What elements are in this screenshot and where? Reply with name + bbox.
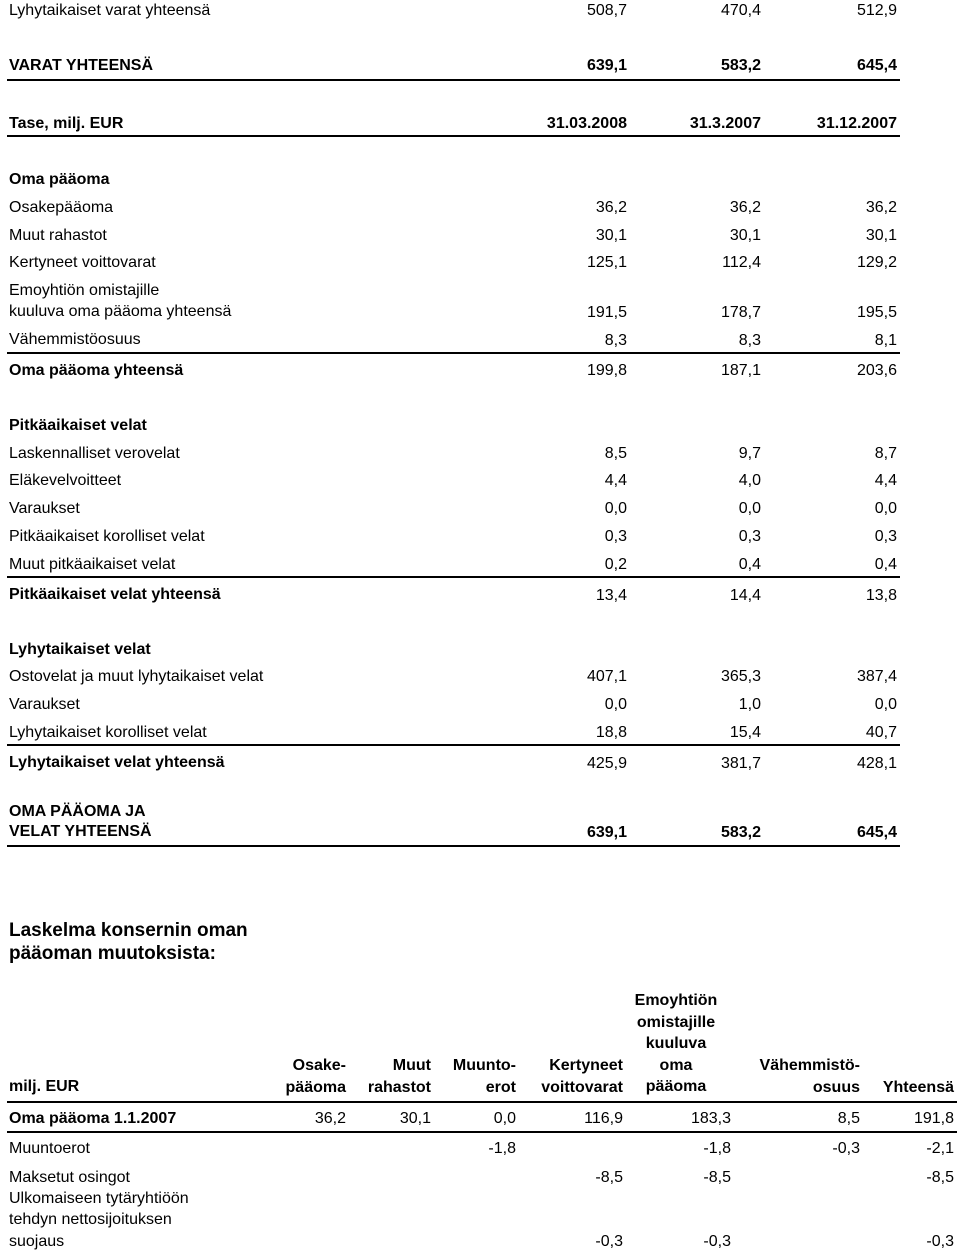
row-label-total: Oma pääoma yhteensä bbox=[9, 362, 184, 379]
cell-value: 112,4 bbox=[722, 254, 761, 271]
cell-value: 30,1 bbox=[729, 227, 761, 244]
cell-value: 203,6 bbox=[856, 362, 897, 379]
section-title: Pitkäaikaiset velat bbox=[9, 417, 147, 434]
cell-value: 40,7 bbox=[865, 724, 897, 741]
cell-value: 0,4 bbox=[738, 556, 761, 573]
cell-value: 407,1 bbox=[586, 668, 627, 685]
column-header: 31.3.2007 bbox=[689, 115, 761, 132]
cell-value: 0,4 bbox=[874, 556, 897, 573]
cell-value: 36,2 bbox=[314, 1110, 346, 1127]
cell-value: -1,8 bbox=[488, 1140, 516, 1157]
cell-value: 8,3 bbox=[604, 332, 627, 349]
cell-value: -8,5 bbox=[926, 1169, 954, 1186]
cell-value: 36,2 bbox=[865, 199, 897, 216]
row-label: Lyhytaikaiset korolliset velat bbox=[9, 724, 207, 741]
cell-value: -0,3 bbox=[926, 1233, 954, 1250]
cell-value: 0,2 bbox=[604, 556, 627, 573]
cell-value: 0,3 bbox=[738, 528, 761, 545]
cell-value: 1,0 bbox=[738, 696, 761, 713]
cell-value: 13,8 bbox=[865, 587, 897, 604]
cell-value: 36,2 bbox=[729, 199, 761, 216]
row-label: Muut rahastot bbox=[9, 227, 107, 244]
row-label: Osakepääoma bbox=[9, 199, 114, 216]
cell-value: -8,5 bbox=[595, 1169, 623, 1186]
cell-value: 36,2 bbox=[595, 199, 627, 216]
row-label-total: OMA PÄÄOMA JA bbox=[9, 803, 146, 820]
cell-value: 645,4 bbox=[856, 57, 897, 74]
cell-value: 0,0 bbox=[874, 696, 897, 713]
column-header: Yhteensä bbox=[882, 1079, 954, 1096]
row-label: Maksetut osingot bbox=[9, 1169, 130, 1186]
cell-value: 13,4 bbox=[595, 587, 627, 604]
column-header: 31.03.2008 bbox=[546, 115, 627, 132]
cell-value: 195,5 bbox=[856, 304, 897, 321]
divider bbox=[7, 1131, 957, 1133]
row-label: Varaukset bbox=[9, 500, 80, 517]
divider bbox=[7, 79, 900, 81]
cell-value: 30,1 bbox=[865, 227, 897, 244]
row-label: Oma pääoma 1.1.2007 bbox=[9, 1110, 177, 1127]
cell-value: 18,8 bbox=[595, 724, 627, 741]
cell-value: 8,7 bbox=[874, 445, 897, 462]
cell-value: 15,4 bbox=[729, 724, 761, 741]
cell-value: 14,4 bbox=[729, 587, 761, 604]
row-label: Kertyneet voittovarat bbox=[9, 254, 156, 271]
divider bbox=[7, 576, 900, 578]
cell-value: 199,8 bbox=[586, 362, 627, 379]
cell-value: 470,4 bbox=[720, 2, 761, 19]
cell-value: 0,0 bbox=[493, 1110, 516, 1127]
cell-value: 639,1 bbox=[586, 57, 627, 74]
cell-value: -0,3 bbox=[832, 1140, 860, 1157]
divider bbox=[7, 1101, 957, 1103]
row-label-total: VELAT YHTEENSÄ bbox=[9, 823, 152, 840]
cell-value: 0,3 bbox=[874, 528, 897, 545]
cell-value: 8,5 bbox=[837, 1110, 860, 1127]
cell-value: -2,1 bbox=[926, 1140, 954, 1157]
cell-value: 129,2 bbox=[856, 254, 897, 271]
cell-value: 0,0 bbox=[604, 500, 627, 517]
row-label: Pitkäaikaiset korolliset velat bbox=[9, 528, 205, 545]
cell-value: 125,1 bbox=[586, 254, 627, 271]
cell-value: 8,1 bbox=[874, 332, 897, 349]
section-title: Lyhytaikaiset velat bbox=[9, 641, 151, 658]
cell-value: 0,0 bbox=[604, 696, 627, 713]
cell-value: 645,4 bbox=[856, 824, 897, 841]
divider bbox=[7, 135, 900, 137]
cell-value: 4,4 bbox=[604, 472, 627, 489]
cell-value: 0,0 bbox=[874, 500, 897, 517]
section-title: Laskelma konsernin oman bbox=[9, 920, 248, 941]
cell-value: -0,3 bbox=[595, 1233, 623, 1250]
cell-value: 508,7 bbox=[586, 2, 627, 19]
column-header: Muunto- erot bbox=[452, 1057, 516, 1096]
cell-value: 428,1 bbox=[856, 755, 897, 772]
cell-value: 365,3 bbox=[720, 668, 761, 685]
cell-value: 387,4 bbox=[856, 668, 897, 685]
divider bbox=[7, 352, 900, 354]
cell-value: 639,1 bbox=[586, 824, 627, 841]
cell-value: 191,8 bbox=[913, 1110, 954, 1127]
cell-value: 187,1 bbox=[720, 362, 761, 379]
row-label: VARAT YHTEENSÄ bbox=[9, 57, 154, 74]
row-label: Laskennalliset verovelat bbox=[9, 445, 180, 462]
row-label: Muuntoerot bbox=[9, 1140, 90, 1157]
cell-value: 583,2 bbox=[720, 824, 761, 841]
cell-value: -0,3 bbox=[703, 1233, 731, 1250]
unit-label: milj. EUR bbox=[9, 1078, 80, 1095]
row-label: kuuluva oma pääoma yhteensä bbox=[9, 303, 232, 320]
row-label-total: Lyhytaikaiset velat yhteensä bbox=[9, 754, 225, 771]
column-header: Muut rahastot bbox=[367, 1057, 431, 1096]
cell-value: 0,0 bbox=[738, 500, 761, 517]
cell-value: 4,4 bbox=[874, 472, 897, 489]
row-label: Varaukset bbox=[9, 696, 80, 713]
section-title: Oma pääoma bbox=[9, 171, 110, 188]
row-label: Vähemmistöosuus bbox=[9, 331, 141, 348]
cell-value: 425,9 bbox=[586, 755, 627, 772]
column-header: Vähemmistö- osuus bbox=[759, 1057, 860, 1096]
divider bbox=[7, 845, 900, 847]
row-label: Lyhytaikaiset varat yhteensä bbox=[9, 2, 211, 19]
row-label: suojaus bbox=[9, 1233, 65, 1250]
table-header-label: Tase, milj. EUR bbox=[9, 115, 124, 132]
row-label: Emoyhtiön omistajille bbox=[9, 282, 160, 299]
cell-value: -8,5 bbox=[703, 1169, 731, 1186]
cell-value: 8,5 bbox=[604, 445, 627, 462]
cell-value: 512,9 bbox=[856, 2, 897, 19]
cell-value: 0,3 bbox=[604, 528, 627, 545]
cell-value: 381,7 bbox=[720, 755, 761, 772]
cell-value: 178,7 bbox=[720, 304, 761, 321]
cell-value: 9,7 bbox=[738, 445, 761, 462]
column-header: Osake- pääoma bbox=[285, 1057, 346, 1096]
row-label: Muut pitkäaikaiset velat bbox=[9, 556, 176, 573]
row-label: tehdyn nettosijoituksen bbox=[9, 1211, 172, 1228]
cell-value: 30,1 bbox=[399, 1110, 431, 1127]
cell-value: 183,3 bbox=[690, 1110, 731, 1127]
row-label: Eläkevelvoitteet bbox=[9, 472, 122, 489]
cell-value: 8,3 bbox=[738, 332, 761, 349]
column-header: 31.12.2007 bbox=[816, 115, 897, 132]
divider bbox=[7, 744, 900, 746]
cell-value: -1,8 bbox=[703, 1140, 731, 1157]
column-header: Kertyneet voittovarat bbox=[541, 1057, 623, 1096]
cell-value: 30,1 bbox=[595, 227, 627, 244]
cell-value: 191,5 bbox=[586, 304, 627, 321]
column-header: Emoyhtiön omistajille kuuluva oma pääoma bbox=[634, 992, 718, 1095]
cell-value: 583,2 bbox=[720, 57, 761, 74]
cell-value: 4,0 bbox=[738, 472, 761, 489]
row-label: Ostovelat ja muut lyhytaikaiset velat bbox=[9, 668, 264, 685]
section-title: pääoman muutoksista: bbox=[9, 943, 216, 964]
row-label: Ulkomaiseen tytäryhtiöön bbox=[9, 1190, 189, 1207]
cell-value: 116,9 bbox=[584, 1110, 623, 1127]
row-label-total: Pitkäaikaiset velat yhteensä bbox=[9, 586, 221, 603]
